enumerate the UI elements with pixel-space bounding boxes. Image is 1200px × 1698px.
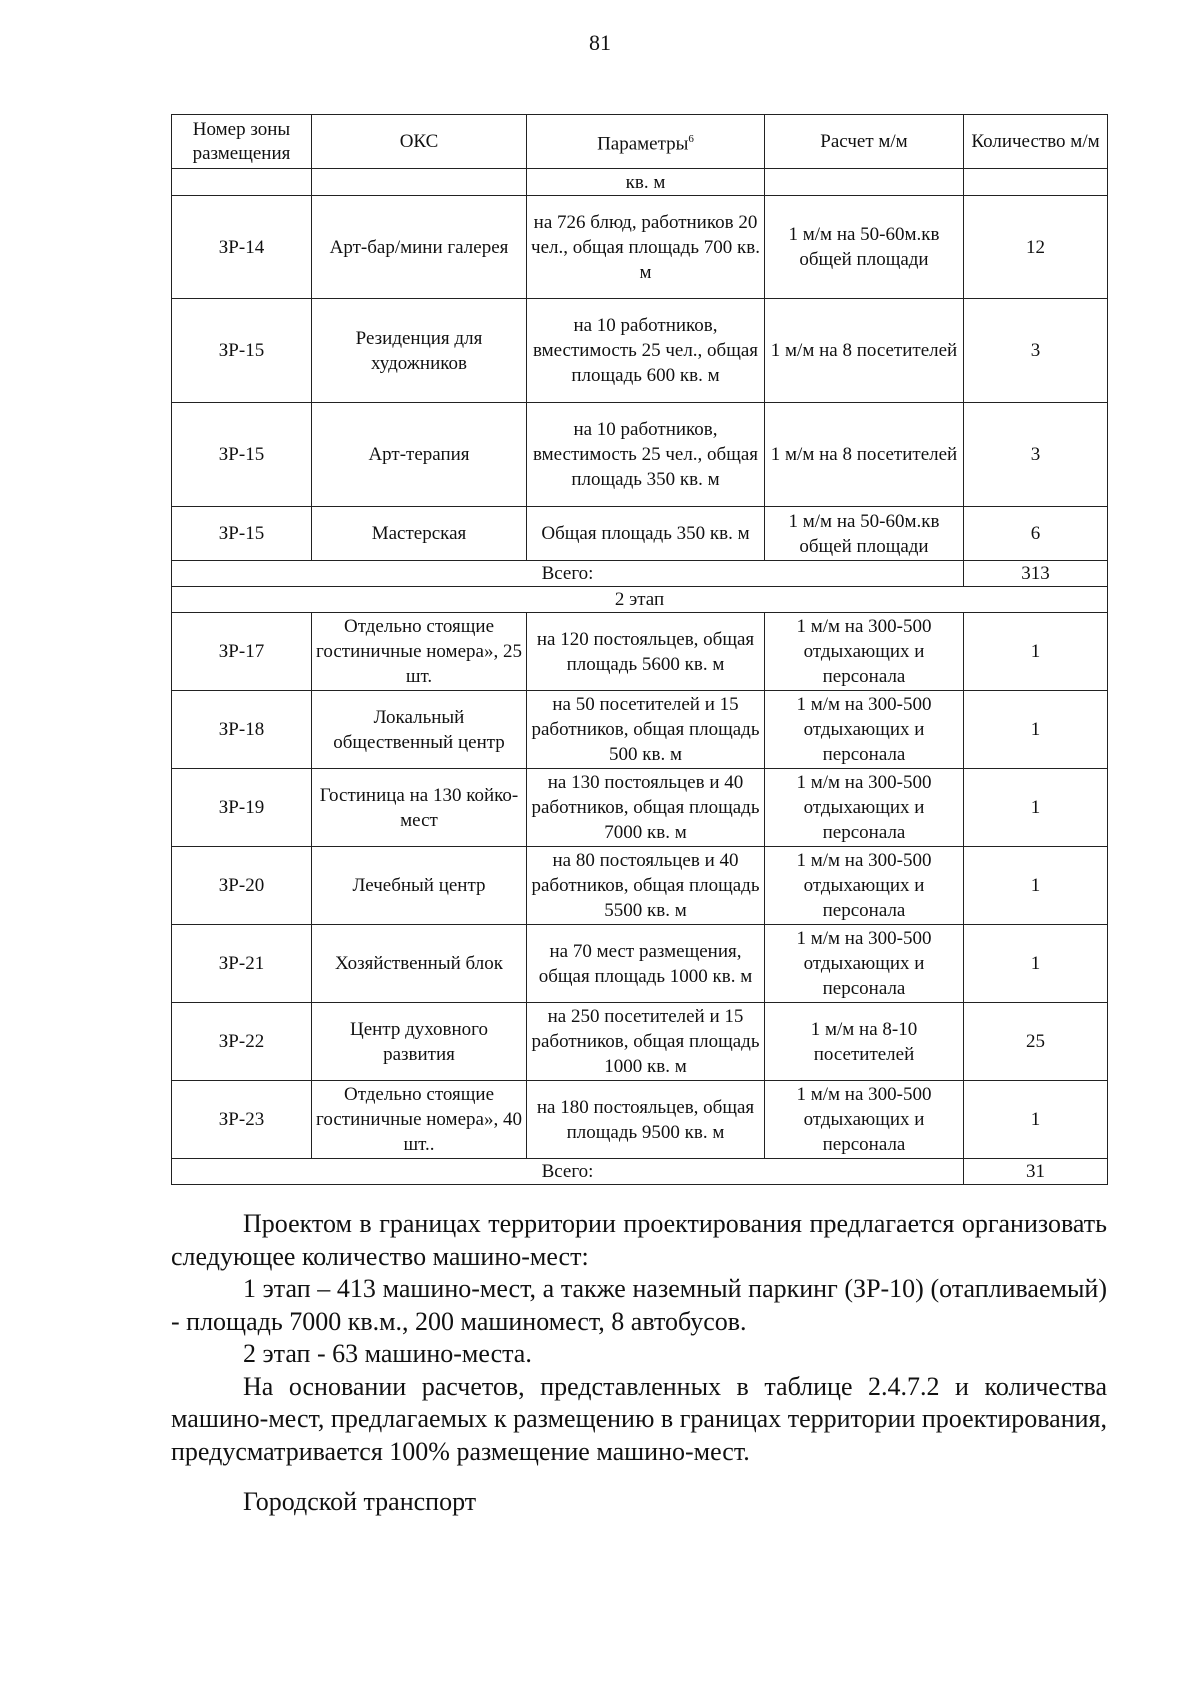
- qty-cell: 1: [964, 847, 1108, 925]
- qty-cell: 1: [964, 691, 1108, 769]
- calc-cell: 1 м/м на 300-500 отдыхающих и персонала: [765, 925, 964, 1003]
- params-cell: на 10 работников, вместимость 25 чел., общая площадь 350 кв. м: [527, 403, 765, 507]
- table-header: [172, 115, 1108, 169]
- qty-cell: 12: [964, 196, 1108, 299]
- paragraph-conclusion: На основании расчетов, представленных в таблице 2.4.7.2 и количества машино-мест, предлагаемых к размещению в границах территории проектирования, предусматривается 100% размещение машино-мест.: [171, 1371, 1107, 1466]
- calc-cell: 1 м/м на 50-60м.кв общей площади: [765, 196, 964, 299]
- paragraph-stage1: 1 этап – 413 машино-мест, а также наземный паркинг (ЗР-10) (отапливаемый) - площадь 7000 кв.м., 200 машиномест, 8 автобусов.: [171, 1274, 1107, 1336]
- params-cell: на 10 работников, вместимость 25 чел., общая площадь 600 кв. м: [527, 299, 765, 403]
- calc-cell: 1 м/м на 300-500 отдыхающих и персонала: [765, 769, 964, 847]
- paragraph-intro: Проектом в границах территории проектирования предлагается организовать следующее количество машино-мест:: [171, 1209, 1107, 1271]
- total-value: 313: [964, 561, 1108, 587]
- zone-cell: ЗР-21: [172, 925, 312, 1003]
- qty-cell: 3: [964, 403, 1108, 507]
- table-row: [172, 507, 1108, 561]
- table-row: [172, 769, 1108, 847]
- table-row: [172, 299, 1108, 403]
- params-cell: на 130 постояльцев и 40 работников, общая площадь 7000 кв. м: [527, 769, 765, 847]
- oks-cell: Отдельно стоящие гостиничные номера», 25 шт.: [312, 613, 527, 691]
- calc-cell: 1 м/м на 300-500 отдыхающих и персонала: [765, 691, 964, 769]
- qty-cell: 1: [964, 769, 1108, 847]
- calc-cell: 1 м/м на 8-10 посетителей: [765, 1003, 964, 1081]
- qty-cell: 3: [964, 299, 1108, 403]
- params-cell: на 50 посетителей и 15 работников, общая площадь 500 кв. м: [527, 691, 765, 769]
- params-cell: на 80 постояльцев и 40 работников, общая площадь 5500 кв. м: [527, 847, 765, 925]
- paragraph-stage2: 2 этап - 63 машино-места.: [243, 1339, 532, 1368]
- oks-cell: Центр духовного развития: [312, 1003, 527, 1081]
- oks-cell: Гостиница на 130 койко-мест: [312, 769, 527, 847]
- continuation-row: [172, 169, 1108, 196]
- qty-cell: 25: [964, 1003, 1108, 1081]
- params-cell: на 120 постояльцев, общая площадь 5600 кв. м: [527, 613, 765, 691]
- header-zone: Номер зоны размещения: [172, 115, 312, 169]
- params-cell: на 70 мест размещения, общая площадь 1000 кв. м: [527, 925, 765, 1003]
- params-cell: на 250 посетителей и 15 работников, общая площадь 1000 кв. м: [527, 1003, 765, 1081]
- continuation-cell: кв. м: [527, 169, 765, 196]
- table-row: [172, 1081, 1108, 1159]
- total-label: Всего:: [172, 561, 964, 587]
- calc-cell: 1 м/м на 50-60м.кв общей площади: [765, 507, 964, 561]
- header-params: [527, 115, 765, 169]
- zone-cell: ЗР-15: [172, 299, 312, 403]
- calc-cell: 1 м/м на 300-500 отдыхающих и персонала: [765, 1081, 964, 1159]
- zone-cell: ЗР-23: [172, 1081, 312, 1159]
- stage-row: [172, 587, 1108, 613]
- header-qty: Количество м/м: [964, 115, 1108, 169]
- parking-table: [171, 114, 1108, 1185]
- zone-cell: ЗР-20: [172, 847, 312, 925]
- calc-cell: 1 м/м на 8 посетителей: [765, 299, 964, 403]
- header-calc: Расчет м/м: [765, 115, 964, 169]
- body-text: [171, 1208, 1107, 1519]
- total-row: [172, 561, 1108, 587]
- qty-cell: 6: [964, 507, 1108, 561]
- qty-cell: 1: [964, 613, 1108, 691]
- oks-cell: Арт-бар/мини галерея: [312, 196, 527, 299]
- oks-cell: Резиденция для художников: [312, 299, 527, 403]
- footnote-mark: 6: [688, 132, 694, 145]
- table-row: [172, 1003, 1108, 1081]
- table-row: [172, 196, 1108, 299]
- table-row: [172, 403, 1108, 507]
- calc-cell: 1 м/м на 8 посетителей: [765, 403, 964, 507]
- zone-cell: ЗР-17: [172, 613, 312, 691]
- oks-cell: Арт-терапия: [312, 403, 527, 507]
- header-params-label: Параметры: [597, 133, 689, 155]
- oks-cell: Локальный общественный центр: [312, 691, 527, 769]
- qty-cell: 1: [964, 925, 1108, 1003]
- total-row: [172, 1159, 1108, 1185]
- zone-cell: ЗР-19: [172, 769, 312, 847]
- oks-cell: Мастерская: [312, 507, 527, 561]
- table-row: [172, 691, 1108, 769]
- params-cell: на 726 блюд, работников 20 чел., общая площадь 700 кв. м: [527, 196, 765, 299]
- zone-cell: ЗР-22: [172, 1003, 312, 1081]
- qty-cell: 1: [964, 1081, 1108, 1159]
- oks-cell: Хозяйственный блок: [312, 925, 527, 1003]
- oks-cell: Отдельно стоящие гостиничные номера», 40 шт..: [312, 1081, 527, 1159]
- zone-cell: ЗР-15: [172, 403, 312, 507]
- total-value: 31: [964, 1159, 1108, 1185]
- stage-label: 2 этап: [172, 587, 1108, 613]
- params-cell: Общая площадь 350 кв. м: [527, 507, 765, 561]
- table-row: [172, 925, 1108, 1003]
- table-row: [172, 847, 1108, 925]
- table-row: [172, 613, 1108, 691]
- section-heading: Городской транспорт: [243, 1487, 477, 1516]
- zone-cell: ЗР-15: [172, 507, 312, 561]
- zone-cell: ЗР-14: [172, 196, 312, 299]
- params-cell: на 180 постояльцев, общая площадь 9500 кв. м: [527, 1081, 765, 1159]
- table-body: [172, 169, 1108, 1185]
- header-oks: ОКС: [312, 115, 527, 169]
- oks-cell: Лечебный центр: [312, 847, 527, 925]
- page-number: 81: [589, 30, 611, 55]
- calc-cell: 1 м/м на 300-500 отдыхающих и персонала: [765, 613, 964, 691]
- zone-cell: ЗР-18: [172, 691, 312, 769]
- total-label: Всего:: [172, 1159, 964, 1185]
- calc-cell: 1 м/м на 300-500 отдыхающих и персонала: [765, 847, 964, 925]
